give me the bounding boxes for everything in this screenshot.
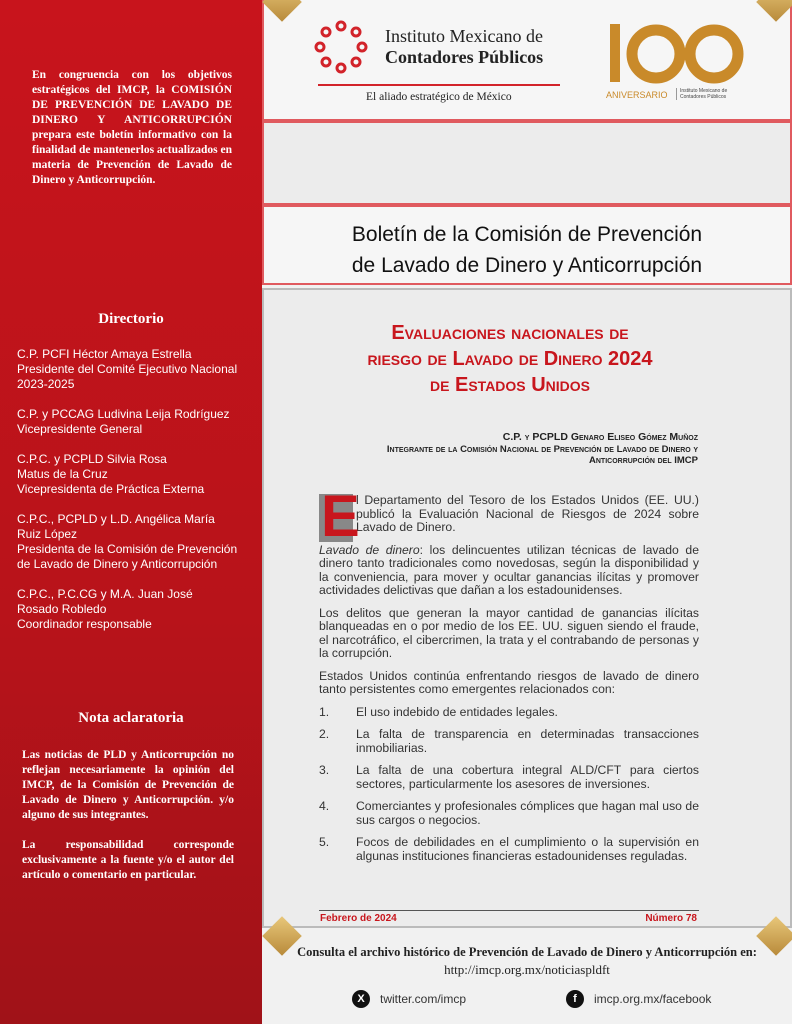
article-body: [319, 484, 699, 872]
list-text: Comerciantes y profesionales cómplices que hagan mal uso de sus cargos o negocios.: [356, 799, 699, 827]
directorio-line: Ruiz López: [17, 527, 78, 541]
directorio-line: C.P.C., PCPLD y L.D. Angélica María: [17, 512, 215, 526]
directorio-line: Rosado Robledo: [17, 602, 107, 616]
facebook-icon: f: [566, 990, 584, 1008]
tagline: El aliado estratégico de México: [366, 91, 512, 103]
org-name-line2: Contadores Públicos: [385, 47, 544, 67]
facebook-link[interactable]: [566, 990, 711, 1008]
org-name: [385, 26, 543, 68]
directorio-line: Matus de la Cruz: [17, 467, 108, 481]
anniversary-org: Instituto Mexicano de Contadores Públicos: [676, 88, 731, 100]
directorio-line: Presidenta de la Comisión de Prevención: [17, 542, 238, 556]
list-item: [319, 764, 699, 791]
list-text: La falta de una cobertura integral ALD/CFT para ciertos sectores, particularmente los asesores de inversiones.: [356, 763, 699, 791]
drop-cap-letter: E: [321, 484, 360, 549]
directorio-line: Vicepresidenta de Práctica Externa: [17, 482, 205, 496]
article-title-line: de Estados Unidos: [430, 374, 590, 396]
list-text: La falta de transparencia en determinadas transacciones inmobiliarias.: [356, 727, 699, 755]
list-text: Focos de debilidades en el cumplimiento o la supervisión en algunas instituciones financieras estadounidenses reguladas.: [356, 835, 699, 863]
nota-text: [22, 748, 234, 898]
imcp-logo-icon: [312, 18, 370, 76]
list-item: [319, 706, 699, 720]
directorio-line: Vicepresidente General: [17, 422, 143, 436]
directorio-title: Directorio: [98, 311, 164, 327]
directorio-line: de Lavado de Dinero y Anticorrupción: [17, 557, 218, 571]
list-number: 5.: [319, 835, 330, 849]
article-title: [300, 320, 720, 398]
divider: [319, 910, 699, 911]
anniversary-label: ANIVERSARIO: [606, 90, 668, 100]
paragraph: Estados Unidos continúa enfrentando riesgos de lavado de dinero tanto persistentes como emergentes relacionados con:: [319, 668, 699, 696]
directorio-line: C.P.C. y PCPLD Silvia Rosa: [17, 452, 167, 466]
100-anniversary-logo-icon: [606, 18, 756, 88]
directorio-line: 2023-2025: [17, 377, 75, 391]
list-item: [319, 728, 699, 755]
x-twitter-icon: X: [352, 990, 370, 1008]
directorio-entry: [17, 587, 257, 632]
bulletin-title: [262, 205, 792, 285]
intro-text: En congruencia con los objetivos estratégicos del IMCP, la COMISIÓN DE PREVENCIÓN DE LAVADO DE DINERO Y ANTICORRUPCIÓN prepara este boletín informativo con la finalidad de mantenerlos actualizados en materia de Prevención de Lavado de Dinero y Anticorrupción.: [32, 69, 232, 186]
archive-note: Consulta el archivo histórico de Prevención de Lavado de Dinero y Anticorrupción en:: [297, 945, 757, 959]
bulletin-title-line: de Lavado de Dinero y Anticorrupción: [351, 254, 703, 277]
paragraph: : los delincuentes utilizan técnicas de lavado de dinero tanto tradicionales como novedosas, según la disponibilidad y la conveniencia, para mover y ocultar ganancias ilícitas y promover actividades delictivas que dañan a los estadounidenses.: [319, 542, 699, 597]
banner-area: [262, 121, 792, 205]
drop-cap: [319, 484, 360, 549]
issue-date: Febrero de 2024: [320, 913, 397, 924]
bulletin-title-line: Boletín de la Comisión de Prevención: [351, 223, 703, 246]
paragraph: l Departamento del Tesoro de los Estados Unidos (EE. UU.) publicó la Evaluación Nacional de Riesgos de 2024 sobre Lavado de Dinero.: [356, 493, 699, 534]
article-title-line: riesgo de Lavado de Dinero 2024: [367, 348, 653, 370]
list-number: 2.: [319, 727, 330, 741]
directorio-line: C.P.C., P.C.CG y M.A. Juan José: [17, 587, 193, 601]
twitter-handle[interactable]: twitter.com/imcp: [380, 992, 467, 1006]
nota-title: Nota aclaratoria: [78, 710, 184, 726]
divider: [318, 84, 560, 86]
directorio-list: [17, 347, 257, 647]
author-name: C.P. y PCPLD Genaro Eliseo Gómez Muñoz: [502, 431, 698, 443]
directorio-entry: [17, 407, 257, 437]
list-text: El uso indebido de entidades legales.: [356, 704, 558, 719]
issue-number: Número 78: [645, 913, 697, 924]
sidebar: [0, 0, 262, 1024]
article-author: [310, 432, 698, 467]
list-item: [319, 800, 699, 827]
term: Lavado de dinero: [319, 542, 420, 557]
author-role: Integrante de la Comisión Nacional de Prevención de Lavado de Dinero y: [386, 443, 698, 455]
directorio-entry: [17, 512, 257, 572]
risk-list: [319, 706, 699, 864]
nota-paragraph: La responsabilidad corresponde exclusivamente a la fuente y/o el autor del artículo o comentario en particular.: [22, 839, 234, 881]
paragraph: Los delitos que generan la mayor cantidad de ganancias ilícitas blanqueadas en o por medio de los EE. UU. siguen siendo el fraude, el narcotráfico, el cibercrimen, la trata y el contrabando de personas y la corrupción.: [319, 605, 699, 660]
list-number: 1.: [319, 704, 330, 719]
twitter-link[interactable]: [352, 990, 466, 1008]
article-title-line: Evaluaciones nacionales de: [391, 322, 629, 344]
directorio-line: C.P. PCFI Héctor Amaya Estrella: [17, 347, 192, 361]
directorio-line: Presidente del Comité Ejecutivo Nacional: [17, 362, 238, 376]
list-number: 4.: [319, 799, 330, 813]
directorio-line: C.P. y PCCAG Ludivina Leija Rodríguez: [17, 407, 230, 421]
org-name-line1: Instituto Mexicano de: [385, 26, 543, 46]
directorio-line: Coordinador responsable: [17, 617, 152, 631]
list-number: 3.: [319, 763, 330, 777]
list-item: [319, 836, 699, 863]
archive-link[interactable]: http://imcp.org.mx/noticiaspldft: [444, 962, 610, 977]
author-role: Anticorrupción del IMCP: [589, 455, 698, 466]
nota-paragraph: Las noticias de PLD y Anticorrupción no reflejan necesariamente la opinión del IMCP, de la Comisión de Prevención de Lavado de Dinero y Anticorrupción. y/o alguno de sus integrantes.: [22, 749, 234, 821]
directorio-entry: [17, 452, 257, 497]
directorio-entry: [17, 347, 257, 392]
facebook-handle[interactable]: imcp.org.mx/facebook: [594, 992, 712, 1006]
